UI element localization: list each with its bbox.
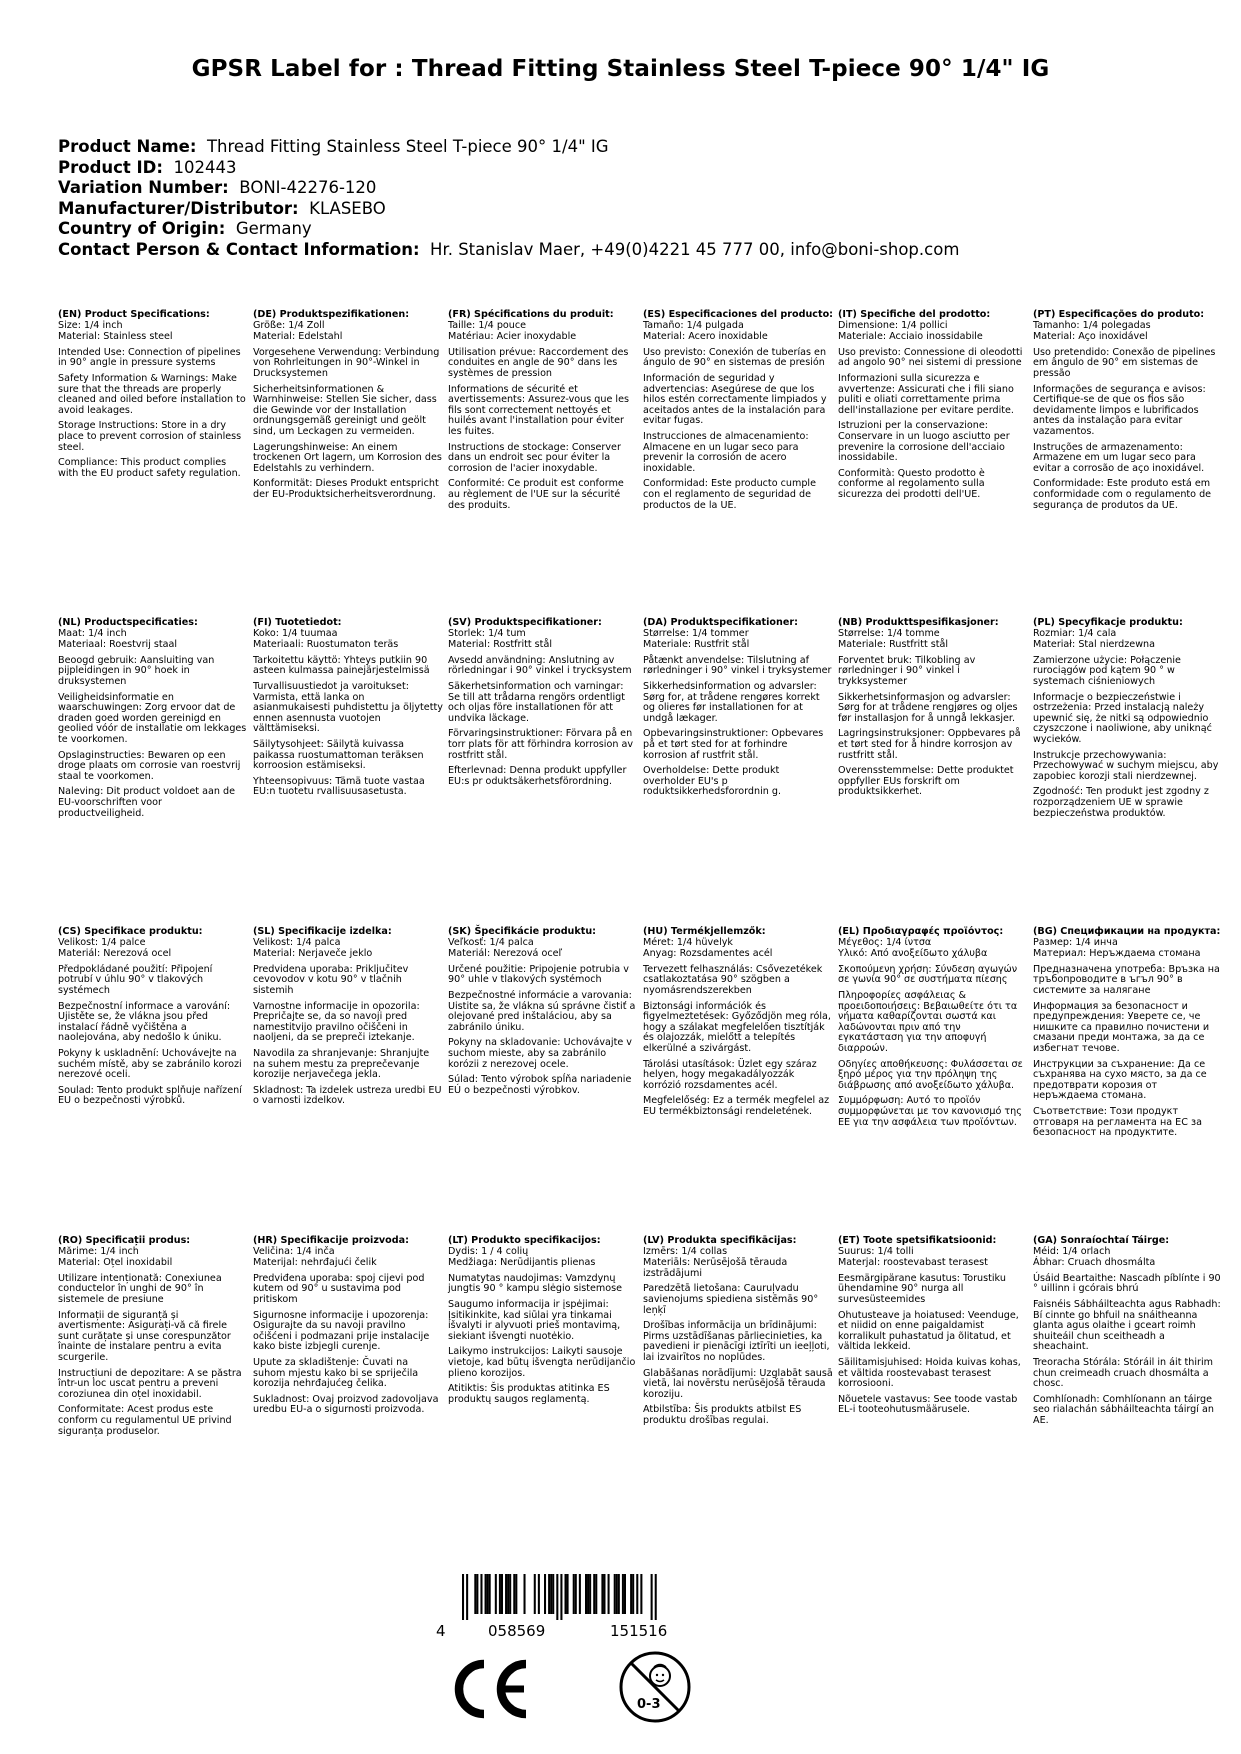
spec-field: Yhteensopivuus: Tämä tuote vastaa EU:n tuotetu rvallisuusasetusta. (253, 775, 425, 798)
spec-field: Conformità: Questo prodotto è conforme al regolamento sulla sicurezza dei prodotti dell'UE. (838, 467, 985, 500)
spec-field: Materiál: Nerezová oceľ (448, 948, 563, 960)
spec-field: Materiał: Stal nierdzewna (1033, 639, 1156, 651)
spec-field: Koko: 1/4 tuumaa (253, 627, 338, 639)
spec-field: Informações de segurança e avisos: Certifique-se de que os fios são devidamente limpos e lubrificados antes da instalação para evitar vazamentos. (1033, 383, 1206, 437)
barcode-bar (474, 1574, 476, 1614)
spec-field: Materiale: Rustfrit stål (643, 639, 750, 651)
barcode-bar (624, 1574, 626, 1614)
barcode-bar (560, 1574, 562, 1620)
spec-field: Glabāšanas norādījumi: Uzglabāt sausā vietā, lai novērstu nerūsējošā tērauda koroziju. (643, 1367, 833, 1400)
ce-mark-icon (448, 1658, 530, 1720)
spec-field: Material: Nerjaveče jeklo (253, 948, 373, 960)
barcode-bar (585, 1574, 587, 1614)
barcode-lead-digit: 4 (436, 1622, 446, 1640)
barcode-bar (550, 1574, 552, 1614)
spec-field: Uso previsto: Connessione di oleodotti ad angolo 90° nei sistemi di pressione (838, 346, 1023, 369)
spec-field: Laikymo instrukcijos: Laikyti sausoje vietoje, kad būtų išvengta nerūdijančio plieno korozijos. (448, 1346, 636, 1379)
spec-block (58, 310, 248, 479)
info-row (58, 158, 1198, 179)
barcode-bar (567, 1574, 569, 1614)
spec-block (643, 310, 833, 511)
spec-field: Μέγεθος: 1/4 ίντσα (838, 936, 932, 948)
barcode-bar (552, 1574, 554, 1614)
spec-field: Materijal: nehrđajući čelik (253, 1257, 377, 1269)
spec-field: Material: Stainless steel (58, 331, 173, 343)
spec-field: Efterlevnad: Denna produkt uppfyller EU:s pr oduktsäkerhetsförordning. (448, 765, 627, 787)
spec-field: Soulad: Tento produkt splňuje nařízení EU o bezpečnosti výrobků. (58, 1084, 242, 1107)
spec-field: Tamaño: 1/4 pulgada (643, 319, 744, 331)
spec-field: Informații de siguranță și avertismente: Asigurați-vă că firele sunt curățate și unse corespunzător înainte de instalare pentru a evita scurgerile. (58, 1309, 231, 1363)
spec-field: Matériau: Acier inoxydable (448, 331, 577, 343)
spec-field: Pokyny k uskladnění: Uchovávejte na suchém místě, aby se zabránilo korozi nerezové oceli. (58, 1047, 242, 1081)
barcode-bar (462, 1574, 464, 1620)
spec-block (253, 1236, 443, 1416)
spec-field: Vorgesehene Verwendung: Verbindung von Rohrleitungen in 90°-Winkel in Drucksystemen (253, 346, 440, 379)
barcode-bar (587, 1574, 589, 1614)
info-row (58, 219, 1198, 240)
spec-field: Overholdelse: Dette produkt overholder EU's p roduktsikkerhedsforordnin g. (643, 765, 782, 798)
spec-field: Upute za skladištenje: Čuvati na suhom mjestu kako bi se spriječila korozija nehrđajućeg čelika. (253, 1356, 419, 1390)
barcode-bar (495, 1574, 497, 1614)
barcode-bar (485, 1574, 487, 1614)
info-label: Variation Number: (58, 178, 229, 198)
barcode-bar (489, 1574, 491, 1614)
spec-field: Υλικό: Από ανοξείδωτο χάλυβα (838, 948, 988, 960)
spec-field: Tarkoitettu käyttö: Yhteys putkiin 90 asteen kulmassa painejärjestelmissä (253, 654, 430, 677)
spec-field: Größe: 1/4 Zoll (253, 319, 325, 331)
spec-field: Conformidad: Este producto cumple con el reglamento de seguridad de productos de la UE. (643, 478, 816, 511)
spec-field: Ábhar: Cruach dhosmálta (1033, 1257, 1156, 1269)
spec-field: Dydis: 1 / 4 colių (448, 1245, 529, 1257)
info-label: Product ID: (58, 157, 163, 177)
spec-field: Pokyny na skladovanie: Uchovávajte v suchom mieste, aby sa zabránilo korózii z nerezovej ocele. (448, 1037, 632, 1070)
spec-field: Størrelse: 1/4 tomme (838, 627, 940, 639)
spec-heading: (PT) Especificações do produto: (1033, 309, 1205, 320)
spec-field: Instrukcje przechowywania: Przechowywać w suchym miejscu, aby zapobiec korozji stali nierdzewnej. (1033, 749, 1219, 782)
barcode-bar (616, 1574, 618, 1614)
spec-field: Material: Acero inoxidable (643, 331, 768, 343)
barcode-bar (589, 1574, 591, 1614)
spec-field: Treoracha Stórála: Stóráil in áit thirim chun creimeadh cruach dhosmálta a chosc. (1033, 1356, 1213, 1390)
barcode-bar (601, 1574, 603, 1614)
spec-field: Bezpečnostní informace a varování: Ujistěte se, že vlákna jsou před instalací řádně vyčištěna a naolejována, aby nedošlo k úniku. (58, 1000, 231, 1044)
spec-block (643, 1236, 833, 1427)
spec-field: Instructions de stockage: Conserver dans un endroit sec pour éviter la corrosion de l'acier inoxydable. (448, 441, 621, 474)
spec-field: Materjal: roostevabast terasest (838, 1257, 988, 1269)
spec-field: Säilytysohjeet: Säilytä kuivassa paikassa ruostumattoman teräksen korroosion estämiseksi. (253, 738, 424, 772)
spec-field: Utilisation prévue: Raccordement des conduites en angle de 90° dans les systèmes de pression (448, 346, 629, 379)
spec-field: Nõuetele vastavus: See toode vastab EL-i tooteohutusmäärusele. (838, 1393, 1018, 1416)
spec-field: Sikkerhetsinformasjon og advarsler: Sørg for at trådene rengjøres og oljes før installasjon for å unngå lekkasjer. (838, 691, 1018, 724)
info-row (58, 199, 1198, 220)
spec-heading: (HU) Termékjellemzők: (643, 926, 766, 937)
barcode-bar (603, 1574, 605, 1614)
barcode-bar (651, 1574, 653, 1620)
spec-field: Varnostne informacije in opozorila: Prepričajte se, da so navoji pred namestitvijo pravilno očiščeni in naoljeni, da se prepreči iztekanje. (253, 1000, 420, 1044)
spec-field: Navodila za shranjevanje: Shranjujte na suhem mestu za preprečevanje korozije nerjavečega jekla. (253, 1047, 430, 1081)
barcode-bar (515, 1574, 517, 1614)
spec-field: Veiligheidsinformatie en waarschuwingen: Zorg ervoor dat de draden goed worden gereinigd en geolied vóór de installatie om lekkages te voorkomen. (58, 691, 247, 745)
spec-block (448, 1236, 638, 1405)
barcode-bar (614, 1574, 616, 1614)
spec-block (838, 1236, 1028, 1416)
info-label: Contact Person & Contact Information: (58, 239, 420, 259)
barcode-bar (476, 1574, 478, 1614)
spec-field: Σκοπούμενη χρήση: Σύνδεση αγωγών σε γωνία 90° σε συστήματα πίεσης (838, 963, 1018, 986)
info-value: Hr. Stanislav Maer, +49(0)4221 45 777 00, info@boni-shop.com (430, 239, 960, 259)
spec-field: Uso previsto: Conexión de tuberías en ángulo de 90° en sistemas de presión (643, 346, 827, 369)
spec-field: Méret: 1/4 hüvelyk (643, 936, 733, 948)
spec-field: Istruzioni per la conservazione: Conservare in un luogo asciutto per prevenire la corrosione dell'acciaio inossidabile. (838, 420, 1010, 464)
spec-block (58, 1236, 248, 1437)
spec-field: Súlad: Tento výrobok spĺňa nariadenie EÚ o bezpečnosti výrobkov. (448, 1074, 632, 1096)
spec-field: Predvidena uporaba: Priključitev cevovodov v kotu 90° v tlačnih sistemih (253, 963, 409, 996)
spec-heading: (NB) Produkttspesifikasjoner: (838, 617, 999, 628)
spec-field: Συμμόρφωση: Αυτό το προϊόν συμμορφώνεται με τον κανονισμό της ΕΕ για την ασφάλεια των προϊόντων. (838, 1095, 1022, 1128)
spec-field: Οδηγίες αποθήκευσης: Φυλάσσεται σε ξηρό μέρος για την πρόληψη της διάβρωσης από ανοξείδωτο χάλυβα. (838, 1058, 1023, 1091)
spec-block (643, 927, 833, 1118)
spec-heading: (CS) Specifikace produktu: (58, 926, 203, 937)
spec-field: Medžiaga: Nerūdijantis plienas (448, 1257, 596, 1269)
spec-field: Ohutusteave ja hoiatused: Veenduge, et niidid on enne paigaldamist korralikult puhastatud ja õlitatud, et vältida lekkeid. (838, 1309, 1019, 1353)
spec-field: Материал: Неръждаема стомана (1033, 948, 1201, 960)
info-row (58, 178, 1198, 199)
spec-field: Určené použitie: Pripojenie potrubia v 90° uhle v tlakových systémoch (448, 963, 629, 986)
spec-field: Velikost: 1/4 palca (253, 936, 341, 948)
spec-block (253, 618, 443, 798)
spec-block (1033, 618, 1223, 819)
spec-field: Materiale: Rustfritt stål (838, 639, 949, 651)
spec-field: Informations de sécurité et avertissements: Assurez-vous que les fils sont correctement nettoyés et huilés avant l'installation pour éviter les fuites. (448, 383, 629, 437)
spec-field: Saugumo informacija ir įspėjimai: Įsitikinkite, kad siūlai yra tinkamai išvalyti ir alyvuoti prieš montavimą, siekiant išvengti nuotėkio. (448, 1298, 621, 1342)
barcode-bar (499, 1574, 501, 1614)
barcode-group-1: 058569 (488, 1622, 546, 1640)
spec-field: Veličina: 1/4 inča (253, 1245, 335, 1257)
barcode-bar (565, 1574, 567, 1614)
barcode-bar (640, 1574, 642, 1614)
spec-field: Drošības informācija un brīdinājumi: Pirms uzstādīšanas pārliecinieties, ka pavedieni ir pienācīgi iztīrīti un ieeļļoti, lai izvairītos no noplūdes. (643, 1320, 830, 1363)
barcode-bar (480, 1574, 482, 1614)
spec-field: Comhlíonadh: Comhlíonann an táirge seo rialachán sábháilteachta táirgí an AE. (1033, 1393, 1214, 1426)
spec-field: Maat: 1/4 inch (58, 627, 127, 639)
spec-field: Materiāls: Nerūsējošā tērauda izstrādājumi (643, 1257, 788, 1279)
spec-field: Tárolási utasítások: Üzlet egy száraz helyen, hogy megakadályozzák korrózió rozsdamentes acél. (643, 1058, 817, 1091)
spec-block (58, 927, 248, 1107)
spec-field: Materiál: Nerezová ocel (58, 948, 172, 960)
spec-heading: (SL) Specifikacije izdelka: (253, 926, 392, 937)
spec-field: Eesmärgipärane kasutus: Torustiku ühendamine 90° nurga all survesüsteemides (838, 1272, 1006, 1305)
spec-field: Predviđena uporaba: spoj cijevi pod kutem od 90° u sustavima pod pritiskom (253, 1272, 425, 1305)
spec-field: Úsáid Beartaithe: Nascadh píblínte i 90 ° uillinn i gcórais bhrú (1033, 1272, 1221, 1295)
spec-block (643, 618, 833, 798)
spec-field: Størrelse: 1/4 tommer (643, 627, 749, 639)
spec-heading: (EN) Product Specifications: (58, 309, 210, 320)
spec-field: Conformité: Ce produit est conforme au règlement de l'UE sur la sécurité des produits. (448, 478, 624, 511)
spec-field: Lagerungshinweise: An einem trockenen Ort lagern, um Korrosion des Edelstahls zu verhindern. (253, 441, 442, 474)
info-row (58, 240, 1198, 261)
spec-field: Zamierzone użycie: Połączenie rurociągów pod kątem 90 ° w systemach ciśnieniowych (1033, 654, 1181, 687)
spec-field: Sigurnosne informacije i upozorenja: Osigurajte da su navoji pravilno očišćeni i podmazani prije instalacije kako biste izbjegli curenje. (253, 1309, 430, 1353)
spec-field: Size: 1/4 inch (58, 319, 123, 331)
spec-field: Dimensione: 1/4 pollici (838, 319, 948, 331)
info-row (58, 137, 1198, 158)
spec-field: Säkerhetsinformation och varningar: Se till att trådarna rengörs ordentligt och oljas före installationen för att undvika läckage. (448, 680, 625, 724)
spec-heading: (DA) Produktspecifikationer: (643, 617, 798, 628)
barcode-bar (575, 1574, 577, 1614)
spec-field: Информация за безопасност и предупреждения: Уверете се, че нишките са правилно почистени и смазани преди монтажа, за да се избегнат течове. (1033, 1000, 1210, 1054)
spec-field: Faisnéis Sábháilteachta agus Rabhadh: Bí cinnte go bhfuil na snáitheanna glanta agus olaithe i gceart roimh shuiteáil chun sceitheadh a sheachaint. (1033, 1298, 1221, 1353)
barcode-bar (524, 1574, 526, 1614)
spec-block (253, 310, 443, 501)
page-title: GPSR Label for : Thread Fitting Stainless Steel T-piece 90° 1/4" IG (191, 56, 1050, 82)
spec-field: Storlek: 1/4 tum (448, 627, 526, 639)
spec-heading: (ES) Especificaciones del producto: (643, 309, 834, 320)
spec-field: Compliance: This product complies with the EU product safety regulation. (58, 457, 241, 479)
info-value: KLASEBO (309, 198, 386, 218)
spec-field: Tervezett felhasználás: Csővezetékek csatlakoztatása 90° szögben a nyomásrendszerekben (643, 963, 823, 996)
age-label: 0-3 (637, 1697, 661, 1712)
spec-field: Storage Instructions: Store in a dry place to prevent corrosion of stainless steel. (58, 420, 242, 453)
spec-heading: (PL) Specyfikacje produktu: (1033, 617, 1183, 628)
spec-field: Skladnost: Ta izdelek ustreza uredbi EU o varnosti izdelkov. (253, 1084, 442, 1107)
spec-field: Instruções de armazenamento: Armazene em um lugar seco para evitar a corrosão de aço inoxidável. (1033, 441, 1205, 474)
spec-field: Materiaal: Roestvrij staal (58, 639, 178, 651)
barcode-bar (622, 1574, 624, 1614)
spec-field: Mărime: 1/4 inch (58, 1245, 139, 1257)
spec-block (838, 618, 1028, 798)
spec-field: Tamanho: 1/4 polegadas (1033, 319, 1151, 331)
spec-field: Méid: 1/4 orlach (1033, 1245, 1111, 1257)
spec-heading: (EL) Προδιαγραφές προϊόντος: (838, 926, 1004, 937)
spec-field: Съответствие: Този продукт отговаря на регламента на ЕС за безопасност на продуктите. (1033, 1105, 1202, 1139)
info-value: BONI-42276-120 (239, 178, 377, 198)
spec-field: Overensstemmelse: Dette produktet oppfyller EUs forskrift om produktsikkerhet. (838, 765, 1014, 798)
spec-field: Sikkerhedsinformation og advarsler: Sørg for, at trådene rengøres korrekt og olieres før installationen for at undgå lækager. (643, 680, 820, 724)
spec-field: Materiaali: Ruostumaton teräs (253, 639, 399, 651)
barcode-bar (466, 1574, 468, 1620)
spec-field: Atbilstība: Šis produkts atbilst ES produktu drošības regulai. (643, 1404, 802, 1426)
spec-field: Opslaginstructies: Bewaren op een droge plaats om corrosie van roestvrij staal te voorkomen. (58, 749, 241, 782)
spec-block (448, 618, 638, 787)
spec-block (448, 927, 638, 1096)
spec-field: Instrucțiuni de depozitare: A se păstra într-un loc uscat pentru a preveni coroziunea din oțel inoxidabil. (58, 1367, 242, 1400)
barcode-bar (618, 1574, 620, 1614)
spec-heading: (ET) Toote spetsifikatsioonid: (838, 1235, 997, 1246)
spec-field: Sicherheitsinformationen & Warnhinweise: Stellen Sie sicher, dass die Gewinde vor der Installation ordnungsgemäß gereinigt und geölt sind, um Leckagen zu vermeiden. (253, 383, 437, 437)
spec-heading: (BG) Спецификации на продукта: (1033, 926, 1221, 937)
age-warning-0-3-icon (618, 1650, 692, 1724)
barcode-bar (579, 1574, 581, 1614)
info-value: Germany (235, 219, 312, 239)
info-label: Country of Origin: (58, 219, 226, 239)
spec-field: Velikost: 1/4 palce (58, 936, 146, 948)
barcode-bar (548, 1574, 550, 1614)
spec-field: Numatytas naudojimas: Vamzdynų jungtis 90 ° kampu slėgio sistemose (448, 1272, 623, 1295)
barcode-bar (509, 1574, 511, 1614)
spec-field: Materiale: Acciaio inossidabile (838, 331, 983, 343)
spec-field: Paredzētā lietošana: Cauruļvadu savienojums spiediena sistēmās 90° leņķī (643, 1283, 819, 1316)
spec-field: Utilizare intenționată: Conexiunea conductelor în unghi de 90° în sistemele de presiune (58, 1272, 222, 1305)
spec-block (838, 927, 1028, 1128)
barcode-bar (595, 1574, 597, 1614)
spec-field: Material: Aço inoxidável (1033, 331, 1148, 343)
spec-field: Инструкции за съхранение: Да се съхранява на сухо място, за да се предотврати корозия от неръждаема стомана. (1033, 1058, 1207, 1102)
spec-field: Intended Use: Connection of pipelines in 90° angle in pressure systems (58, 346, 241, 369)
spec-field: Forventet bruk: Tilkobling av rørledninger i 90° vinkel i trykksystemer (838, 654, 976, 687)
spec-heading: (LV) Produkta specifikācijas: (643, 1235, 797, 1246)
spec-heading: (RO) Specificații produs: (58, 1235, 191, 1246)
spec-heading: (HR) Specifikacije proizvoda: (253, 1235, 409, 1246)
spec-field: Размер: 1/4 инча (1033, 936, 1118, 948)
spec-block (448, 310, 638, 511)
barcode-bar (507, 1574, 509, 1614)
spec-field: Uso pretendido: Conexão de pipelines em ângulo de 90° em sistemas de pressão (1033, 346, 1216, 379)
spec-field: Förvaringsinstruktioner: Förvara på en torr plats för att förhindra korrosion av rostfritt stål. (448, 728, 634, 761)
barcode-bar (538, 1574, 540, 1614)
spec-field: Předpokládané použití: Připojení potrubí v úhlu 90° v tlakových systémech (58, 963, 213, 996)
barcode-bar (501, 1574, 503, 1614)
spec-field: Conformitate: Acest produs este conform cu regulamentul UE privind siguranța produselor. (58, 1404, 232, 1437)
spec-block (1033, 310, 1223, 511)
spec-field: Naleving: Dit product voldoet aan de EU-voorschriften voor productveiligheid. (58, 786, 235, 819)
barcode-bar (544, 1574, 546, 1614)
spec-field: Material: Edelstahl (253, 331, 343, 343)
spec-heading: (IT) Specifiche del prodotto: (838, 309, 991, 320)
spec-field: Turvallisuustiedot ja varoitukset: Varmista, että lanka on asianmukaisesti puhdistettu ja öljytetty ennen asennusta vuotojen välttämiseksi. (253, 680, 443, 735)
spec-field: Lagringsinstruksjoner: Oppbevares på et tørt sted for å hindre korrosjon av rustfritt stål. (838, 728, 1021, 761)
barcode-bar (632, 1574, 634, 1614)
spec-field: Suurus: 1/4 tolli (838, 1245, 914, 1257)
product-info (58, 137, 1198, 261)
info-value: 102443 (173, 157, 237, 177)
spec-heading: (FI) Tuotetiedot: (253, 617, 342, 628)
spec-field: Zgodność: Ten produkt jest zgodny z rozporządzeniem UE w sprawie bezpieczeństwa produktów. (1033, 786, 1209, 819)
spec-heading: (FR) Spécifications du produit: (448, 309, 614, 320)
spec-field: Beoogd gebruik: Aansluiting van pijpleidingen in 90° hoek in druksystemen (58, 654, 215, 687)
barcode-bar (630, 1574, 632, 1614)
spec-field: Conformidade: Este produto está em conformidade com o regulamento de segurança de produtos da UE. (1033, 478, 1212, 511)
spec-field: Opbevaringsinstruktioner: Opbevares på et tørt sted for at forhindre korrosion af rustfrit stål. (643, 728, 824, 761)
spec-field: Taille: 1/4 pouce (448, 319, 527, 331)
spec-field: Säilitamisjuhised: Hoida kuivas kohas, et vältida roostevabast terasest korrosiooni. (838, 1356, 1021, 1390)
spec-heading: (LT) Produkto specifikacijos: (448, 1235, 601, 1246)
barcode-group-2: 151516 (610, 1622, 668, 1640)
spec-block (838, 310, 1028, 501)
spec-heading: (DE) Produktspezifikationen: (253, 309, 410, 320)
spec-field: Informacje o bezpieczeństwie i ostrzeżenia: Przed instalacją należy upewnić się, że nitki są odpowiednio czyszczone i naoliwione, aby uniknąć wycieków. (1033, 691, 1212, 745)
spec-field: Anyag: Rozsdamentes acél (643, 948, 773, 960)
spec-field: Instrucciones de almacenamiento: Almacene en un lugar seco para prevenir la corrosión de acero inoxidable. (643, 430, 809, 474)
spec-field: Material: Rostfritt stål (448, 639, 552, 651)
barcode-bar (534, 1574, 536, 1614)
spec-block (1033, 927, 1223, 1139)
spec-field: Safety Information & Warnings: Make sure that the threads are properly cleaned and oiled before installation to avoid leakages. (58, 372, 246, 416)
spec-block (1033, 1236, 1223, 1427)
barcode-bar (608, 1574, 610, 1614)
spec-field: Bezpečnostné informácie a varovania: Uistite sa, že vlákna sú správne čistiť a olejované pred inštaláciou, aby sa zabránilo úniku. (448, 989, 636, 1033)
spec-field: Πληροφορίες ασφάλειας & προειδοποιήσεις: Βεβαιωθείτε ότι τα νήματα καθαρίζονται σωστά και λαδώνονται πριν από την εγκατάσταση για την αποφυγή διαρροών. (838, 989, 1018, 1054)
spec-field: Biztonsági információk és figyelmeztetések: Győződjön meg róla, hogy a szálakat megfelelően tisztítják és olajozzák, mielőtt a telepítés elkerülné a szivárgást. (643, 1000, 831, 1054)
spec-field: Atitiktis: Šis produktas atitinka ES produktų saugos reglamentą. (448, 1383, 610, 1405)
spec-heading: (NL) Productspecificaties: (58, 617, 198, 628)
spec-heading: (SV) Produktspecifikationer: (448, 617, 602, 628)
spec-block (58, 618, 248, 819)
info-value: Thread Fitting Stainless Steel T-piece 90° 1/4" IG (206, 137, 609, 156)
info-label: Product Name: (58, 137, 197, 156)
spec-field: Informazioni sulla sicurezza e avvertenze: Assicurati che i fili siano puliti e oliati correttamente prima dell'installazione per evitare perdite. (838, 372, 1014, 416)
barcode-bar (573, 1574, 575, 1614)
info-label: Manufacturer/Distributor: (58, 198, 299, 218)
spec-field: Påtænkt anvendelse: Tilslutning af rørledninger i 90° vinkel i tryksystemer (643, 654, 832, 677)
barcode (436, 1574, 706, 1644)
spec-field: Rozmiar: 1/4 cala (1033, 627, 1117, 639)
spec-field: Veľkosť: 1/4 palca (448, 936, 534, 948)
barcode-bar (655, 1574, 657, 1620)
spec-field: Предназначена употреба: Връзка на тръбопроводите в ъгъл 90° в системите за налягане (1033, 963, 1220, 996)
spec-heading: (GA) Sonraíochtaí Táirge: (1033, 1235, 1170, 1246)
barcode-bar (487, 1574, 489, 1614)
spec-field: Konformität: Dieses Produkt entspricht der EU-Produktsicherheitsverordnung. (253, 478, 439, 500)
barcode-bar (636, 1574, 638, 1614)
spec-field: Información de seguridad y advertencias: Asegúrese de que los hilos estén correctamente limpiados y aceitados antes de la instalación para evitar fugas. (643, 372, 827, 427)
spec-field: Material: Oțel inoxidabil (58, 1257, 173, 1269)
spec-field: Megfelelőség: Ez a termék megfelel az EU termékbiztonsági rendeletének. (643, 1095, 830, 1117)
spec-field: Avsedd användning: Anslutning av rörledningar i 90° vinkel i trycksystem (448, 654, 632, 677)
spec-field: Izmērs: 1/4 collas (643, 1245, 728, 1257)
spec-field: Sukladnost: Ovaj proizvod zadovoljava uredbu EU-a o sigurnosti proizvoda. (253, 1393, 439, 1416)
spec-block (253, 927, 443, 1107)
barcode-bar (556, 1574, 558, 1620)
barcode-bar (593, 1574, 595, 1614)
barcode-bar (505, 1574, 507, 1614)
barcode-bar (513, 1574, 515, 1614)
barcode-bars (462, 1574, 667, 1620)
spec-heading: (SK) Špecifikácie produktu: (448, 926, 597, 937)
